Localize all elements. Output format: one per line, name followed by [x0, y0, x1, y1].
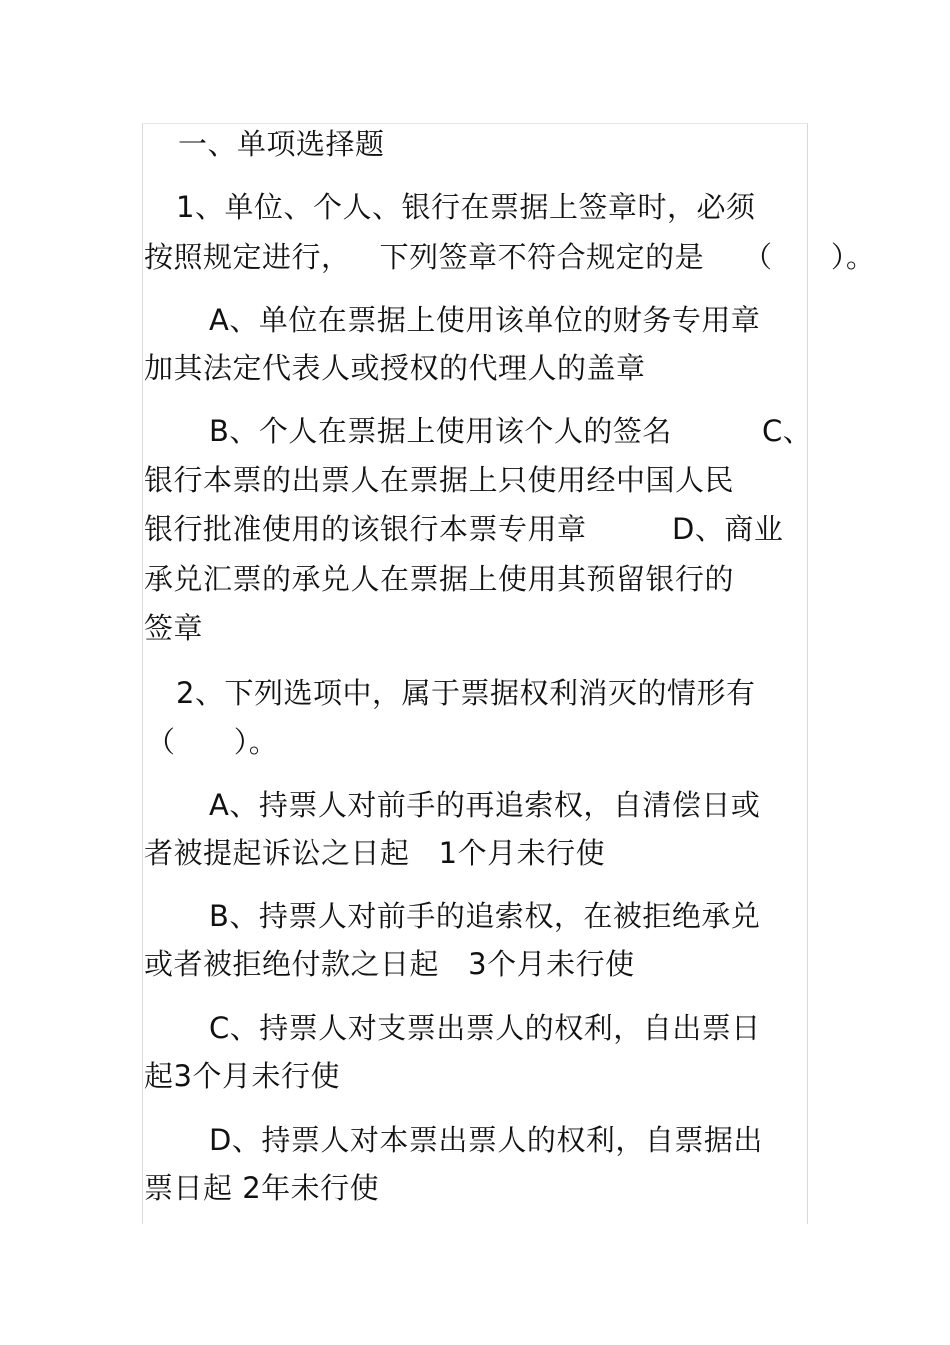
question-1-option-c-line-1: 银行本票的出票人在票据上只使用经中国人民 [144, 463, 735, 497]
section-title: 一、单项选择题 [178, 127, 385, 161]
question-2-option-d-line-2: 票日起 2年未行使 [144, 1171, 380, 1205]
question-2-option-a-line-2: 者被提起诉讼之日起 1个月未行使 [144, 836, 606, 870]
question-1-option-d-label: D、商业 [672, 512, 784, 546]
question-2-stem-line-2: （ ）。 [146, 725, 279, 759]
question-2-option-b-line-1: B、持票人对前手的追索权，在被拒绝承兑 [209, 899, 761, 933]
question-2-option-d-line-1: D、持票人对本票出票人的权利，自票据出 [209, 1123, 763, 1157]
question-1-stem-line-1: 1、单位、个人、银行在票据上签章时，必须 [176, 190, 756, 224]
question-2-stem-line-1: 2、下列选项中，属于票据权利消灭的情形有 [176, 676, 756, 710]
question-1-option-d-line-1: 承兑汇票的承兑人在票据上使用其预留银行的 [144, 562, 735, 596]
question-2-option-a-line-1: A、持票人对前手的再追索权，自清偿日或 [209, 788, 761, 822]
question-1-option-d-line-2: 签章 [144, 611, 204, 645]
question-1-option-c-line-2: 银行批准使用的该银行本票专用章 [144, 512, 587, 546]
question-2-option-c-line-2: 起3个月未行使 [144, 1059, 340, 1093]
question-1-option-a-line-1: A、单位在票据上使用该单位的财务专用章 [209, 303, 761, 337]
question-1-stem-line-2: 按照规定进行， 下列签章不符合规定的是 （ ）。 [144, 240, 876, 274]
question-2-option-c-line-1: C、持票人对支票出票人的权利，自出票日 [209, 1011, 761, 1045]
question-2-option-b-line-2: 或者被拒绝付款之日起 3个月未行使 [144, 947, 635, 981]
question-1-option-a-line-2: 加其法定代表人或授权的代理人的盖章 [144, 351, 646, 385]
question-1-option-b: B、个人在票据上使用该个人的签名 [209, 414, 672, 448]
question-1-option-c-label: C、 [762, 414, 813, 448]
